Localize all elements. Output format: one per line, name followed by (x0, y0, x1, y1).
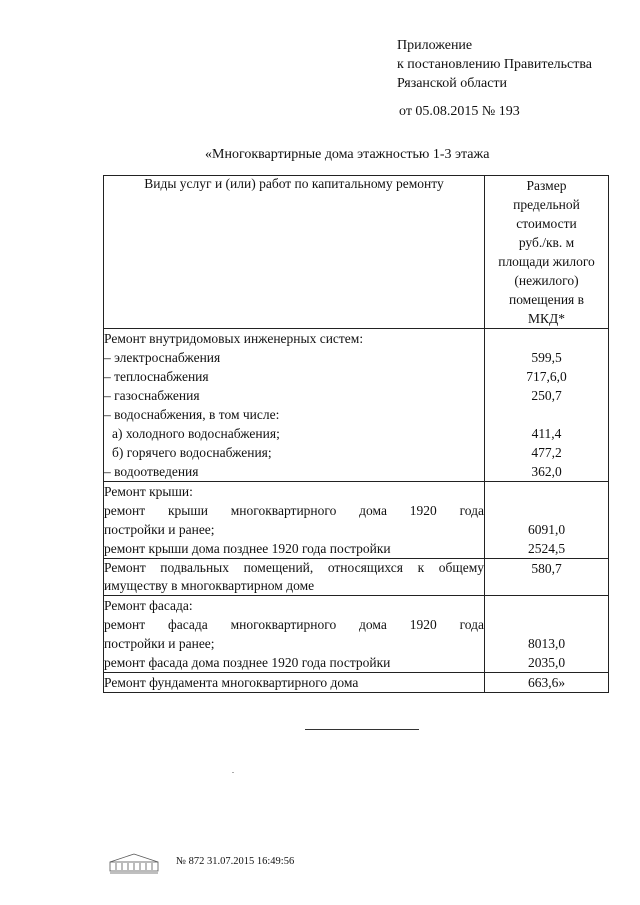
appendix-reference: к постановлению Правительства (397, 57, 593, 72)
header-value-line: предельной (513, 197, 580, 212)
facade-value-new: 2035,0 (527, 655, 566, 670)
engineering-item-label: б) горячего водоснабжения; (112, 445, 272, 460)
header-value-line: стоимости (516, 216, 577, 231)
engineering-item-label: – электроснабжения (104, 350, 221, 365)
header-value-line: помещения в (508, 292, 585, 307)
engineering-item-value: 717,6,0 (526, 369, 567, 384)
engineering-item-value: 477,2 (531, 445, 562, 460)
engineering-item-label: – теплоснабжения (104, 369, 209, 384)
basement-cell (104, 559, 485, 596)
foundation-values-cell (485, 673, 609, 693)
scan-speck (232, 772, 234, 773)
engineering-item-label: – водоснабжения, в том числе: (104, 407, 280, 422)
table-row-roof (104, 482, 609, 559)
foundation-value: 663,6» (527, 675, 566, 690)
roof-title: Ремонт крыши: (104, 484, 193, 499)
header-value-line: Размер (526, 178, 567, 193)
foundation-cell (104, 673, 485, 693)
table-row-engineering (104, 329, 609, 482)
basement-label: Ремонт подвальных помещений, относящихся к общему имуществу в многоквартирном доме (104, 560, 484, 593)
engineering-cell (104, 329, 485, 482)
roof-line-old: ремонт крыши многоквартирного дома 1920 года (104, 503, 484, 518)
engineering-title: Ремонт внутридомовых инженерных систем: (104, 331, 364, 346)
roof-value-old: 6091,0 (527, 522, 566, 537)
engineering-item-label: – газоснабжения (104, 388, 200, 403)
registration-stamp: № 872 31.07.2015 16:49:56 (176, 856, 295, 867)
cost-table (103, 175, 609, 693)
engineering-item-value: 599,5 (531, 350, 562, 365)
building-stamp-icon (108, 851, 160, 875)
decree-date: от 05.08.2015 № 193 (399, 104, 520, 119)
engineering-item-label: – водоотведения (104, 464, 199, 479)
header-value-line: руб./кв. м (518, 235, 575, 250)
engineering-item-label: а) холодного водоснабжения; (112, 426, 280, 441)
engineering-item-value (485, 405, 608, 424)
foundation-label: Ремонт фундамента многоквартирного дома (104, 675, 359, 690)
table-header-row (104, 176, 609, 329)
engineering-item-value: 411,4 (531, 426, 562, 441)
roof-value-new: 2524,5 (527, 541, 566, 556)
facade-line-old-cont: постройки и ранее; (104, 636, 215, 651)
header-value-line: МКД* (528, 311, 565, 326)
engineering-item-value: 362,0 (531, 464, 562, 479)
basement-value: 580,7 (531, 561, 562, 576)
facade-line-new: ремонт фасада дома позднее 1920 года постройки (104, 655, 391, 670)
table-row-basement (104, 559, 609, 596)
facade-value-old: 8013,0 (527, 636, 566, 651)
roof-values-cell (485, 482, 609, 559)
closing-rule (305, 729, 419, 730)
facade-cell (104, 596, 485, 673)
header-value-line: площади жилого (498, 254, 595, 269)
appendix-heading (397, 36, 592, 93)
table-caption: «Многоквартирные дома этажностью 1-3 этажа (205, 147, 490, 162)
header-services: Виды услуг и (или) работ по капитальному ремонту (104, 176, 485, 329)
table-row-foundation (104, 673, 609, 693)
facade-line-old: ремонт фасада многоквартирного дома 1920 года (104, 617, 484, 632)
roof-line-new: ремонт крыши дома позднее 1920 года постройки (104, 541, 391, 556)
engineering-item-value: 250,7 (531, 388, 562, 403)
table-row-facade (104, 596, 609, 673)
facade-values-cell (485, 596, 609, 673)
basement-values-cell (485, 559, 609, 596)
header-max-cost (485, 176, 609, 329)
appendix-title: Приложение (397, 38, 473, 53)
engineering-values-cell (485, 329, 609, 482)
appendix-region: Рязанской области (397, 76, 508, 91)
roof-line-old-cont: постройки и ранее; (104, 522, 215, 537)
facade-title: Ремонт фасада: (104, 598, 193, 613)
roof-cell (104, 482, 485, 559)
header-value-line: (нежилого) (514, 273, 579, 288)
